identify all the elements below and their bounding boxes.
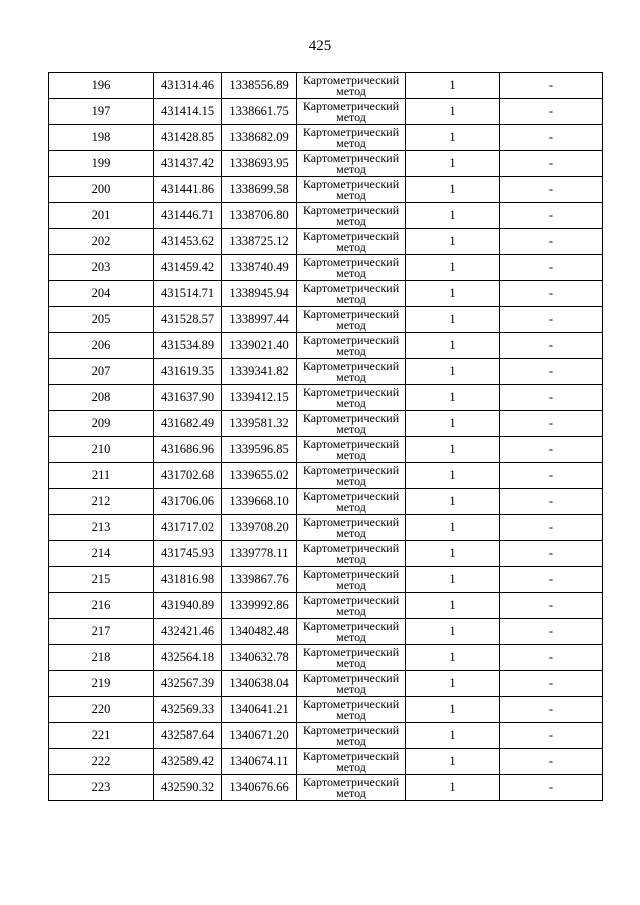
accuracy-cell: 1 [406, 411, 500, 437]
method-line-1: Картометрический [302, 176, 400, 191]
method-cell [297, 73, 406, 99]
y-coordinate-cell: 1339992.86 [222, 593, 297, 619]
method-line-1: Картометрический [302, 202, 400, 217]
accuracy-cell: 1 [406, 307, 500, 333]
accuracy-cell: 1 [406, 229, 500, 255]
method-line-1: Картометрический [302, 306, 400, 321]
point-number-cell: 202 [49, 229, 154, 255]
y-coordinate-cell: 1338699.58 [222, 177, 297, 203]
point-number-cell: 221 [49, 723, 154, 749]
point-number-cell: 211 [49, 463, 154, 489]
method-cell [297, 229, 406, 255]
x-coordinate-cell: 432587.64 [154, 723, 222, 749]
table-row [49, 307, 603, 333]
note-cell: - [500, 671, 603, 697]
y-coordinate-cell: 1338945.94 [222, 281, 297, 307]
method-line-2: метод [336, 499, 366, 514]
method-line-1: Картометрический [302, 436, 400, 451]
x-coordinate-cell: 431706.06 [154, 489, 222, 515]
y-coordinate-cell: 1340641.21 [222, 697, 297, 723]
note-cell: - [500, 697, 603, 723]
method-cell [297, 619, 406, 645]
note-cell: - [500, 515, 603, 541]
table-row [49, 203, 603, 229]
x-coordinate-cell: 431528.57 [154, 307, 222, 333]
x-coordinate-cell: 431414.15 [154, 99, 222, 125]
table-row [49, 567, 603, 593]
table-row [49, 99, 603, 125]
method-cell [297, 255, 406, 281]
method-cell [297, 125, 406, 151]
note-cell: - [500, 281, 603, 307]
method-line-2: метод [336, 785, 366, 800]
table-row [49, 541, 603, 567]
y-coordinate-cell: 1339867.76 [222, 567, 297, 593]
point-number-cell: 204 [49, 281, 154, 307]
method-line-2: метод [336, 343, 366, 358]
y-coordinate-cell: 1338997.44 [222, 307, 297, 333]
table-row [49, 229, 603, 255]
x-coordinate-cell: 431514.71 [154, 281, 222, 307]
method-cell [297, 645, 406, 671]
method-cell [297, 281, 406, 307]
x-coordinate-cell: 431446.71 [154, 203, 222, 229]
point-number-cell: 217 [49, 619, 154, 645]
y-coordinate-cell: 1339655.02 [222, 463, 297, 489]
table-row [49, 255, 603, 281]
y-coordinate-cell: 1340674.11 [222, 749, 297, 775]
method-line-1: Картометрический [302, 150, 400, 165]
method-line-2: метод [336, 551, 366, 566]
method-line-2: метод [336, 421, 366, 436]
y-coordinate-cell: 1339021.40 [222, 333, 297, 359]
method-cell [297, 541, 406, 567]
table-row [49, 359, 603, 385]
point-number-cell: 199 [49, 151, 154, 177]
x-coordinate-cell: 431686.96 [154, 437, 222, 463]
method-line-1: Картометрический [302, 488, 400, 503]
method-line-1: Картометрический [302, 410, 400, 425]
point-number-cell: 213 [49, 515, 154, 541]
accuracy-cell: 1 [406, 489, 500, 515]
y-coordinate-cell: 1338740.49 [222, 255, 297, 281]
point-number-cell: 196 [49, 73, 154, 99]
point-number-cell: 198 [49, 125, 154, 151]
note-cell: - [500, 541, 603, 567]
method-line-2: метод [336, 213, 366, 228]
note-cell: - [500, 359, 603, 385]
x-coordinate-cell: 432421.46 [154, 619, 222, 645]
method-line-1: Картометрический [302, 332, 400, 347]
point-number-cell: 205 [49, 307, 154, 333]
method-cell [297, 333, 406, 359]
note-cell: - [500, 567, 603, 593]
x-coordinate-cell: 431459.42 [154, 255, 222, 281]
accuracy-cell: 1 [406, 333, 500, 359]
point-number-cell: 209 [49, 411, 154, 437]
method-line-1: Картометрический [302, 462, 400, 477]
point-number-cell: 206 [49, 333, 154, 359]
x-coordinate-cell: 431314.46 [154, 73, 222, 99]
note-cell: - [500, 73, 603, 99]
method-line-2: метод [336, 291, 366, 306]
note-cell: - [500, 307, 603, 333]
x-coordinate-cell: 431428.85 [154, 125, 222, 151]
point-number-cell: 223 [49, 775, 154, 801]
point-number-cell: 212 [49, 489, 154, 515]
note-cell: - [500, 411, 603, 437]
y-coordinate-cell: 1338693.95 [222, 151, 297, 177]
point-number-cell: 218 [49, 645, 154, 671]
note-cell: - [500, 775, 603, 801]
table-row [49, 489, 603, 515]
accuracy-cell: 1 [406, 775, 500, 801]
method-line-2: метод [336, 525, 366, 540]
point-number-cell: 197 [49, 99, 154, 125]
y-coordinate-cell: 1339596.85 [222, 437, 297, 463]
note-cell: - [500, 255, 603, 281]
note-cell: - [500, 489, 603, 515]
method-line-1: Картометрический [302, 228, 400, 243]
method-cell [297, 775, 406, 801]
accuracy-cell: 1 [406, 73, 500, 99]
note-cell: - [500, 385, 603, 411]
method-cell [297, 411, 406, 437]
point-number-cell: 203 [49, 255, 154, 281]
method-line-2: метод [336, 733, 366, 748]
point-number-cell: 216 [49, 593, 154, 619]
accuracy-cell: 1 [406, 281, 500, 307]
method-cell [297, 177, 406, 203]
method-line-1: Картометрический [302, 644, 400, 659]
note-cell: - [500, 99, 603, 125]
table-row [49, 177, 603, 203]
method-line-1: Картометрический [302, 384, 400, 399]
x-coordinate-cell: 431441.86 [154, 177, 222, 203]
accuracy-cell: 1 [406, 645, 500, 671]
method-cell [297, 437, 406, 463]
method-line-1: Картометрический [302, 670, 400, 685]
point-number-cell: 220 [49, 697, 154, 723]
method-line-2: метод [336, 603, 366, 618]
y-coordinate-cell: 1338661.75 [222, 99, 297, 125]
method-line-2: метод [336, 109, 366, 124]
table-row [49, 437, 603, 463]
y-coordinate-cell: 1339412.15 [222, 385, 297, 411]
method-cell [297, 697, 406, 723]
method-cell [297, 307, 406, 333]
method-line-2: метод [336, 707, 366, 722]
method-cell [297, 99, 406, 125]
x-coordinate-cell: 431717.02 [154, 515, 222, 541]
method-line-2: метод [336, 265, 366, 280]
note-cell: - [500, 645, 603, 671]
accuracy-cell: 1 [406, 99, 500, 125]
accuracy-cell: 1 [406, 749, 500, 775]
coordinates-table-body [49, 73, 603, 801]
page-number: 425 [308, 38, 332, 54]
point-number-cell: 210 [49, 437, 154, 463]
table-row [49, 73, 603, 99]
method-line-1: Картометрический [302, 98, 400, 113]
accuracy-cell: 1 [406, 541, 500, 567]
table-row [49, 281, 603, 307]
table-row [49, 593, 603, 619]
method-line-2: метод [336, 239, 366, 254]
x-coordinate-cell: 432590.32 [154, 775, 222, 801]
method-line-2: метод [336, 187, 366, 202]
note-cell: - [500, 125, 603, 151]
y-coordinate-cell: 1339668.10 [222, 489, 297, 515]
note-cell: - [500, 619, 603, 645]
point-number-cell: 219 [49, 671, 154, 697]
coordinates-table [48, 72, 603, 801]
table-row [49, 333, 603, 359]
y-coordinate-cell: 1340671.20 [222, 723, 297, 749]
method-cell [297, 671, 406, 697]
point-number-cell: 208 [49, 385, 154, 411]
y-coordinate-cell: 1340482.48 [222, 619, 297, 645]
method-line-2: метод [336, 135, 366, 150]
accuracy-cell: 1 [406, 671, 500, 697]
accuracy-cell: 1 [406, 515, 500, 541]
x-coordinate-cell: 431682.49 [154, 411, 222, 437]
y-coordinate-cell: 1339341.82 [222, 359, 297, 385]
y-coordinate-cell: 1340632.78 [222, 645, 297, 671]
table-row [49, 463, 603, 489]
point-number-cell: 207 [49, 359, 154, 385]
point-number-cell: 215 [49, 567, 154, 593]
point-number-cell: 201 [49, 203, 154, 229]
table-row [49, 671, 603, 697]
accuracy-cell: 1 [406, 567, 500, 593]
x-coordinate-cell: 432567.39 [154, 671, 222, 697]
y-coordinate-cell: 1338556.89 [222, 73, 297, 99]
x-coordinate-cell: 432589.42 [154, 749, 222, 775]
y-coordinate-cell: 1340638.04 [222, 671, 297, 697]
point-number-cell: 214 [49, 541, 154, 567]
x-coordinate-cell: 431940.89 [154, 593, 222, 619]
note-cell: - [500, 177, 603, 203]
accuracy-cell: 1 [406, 723, 500, 749]
y-coordinate-cell: 1339581.32 [222, 411, 297, 437]
x-coordinate-cell: 432569.33 [154, 697, 222, 723]
table-row [49, 385, 603, 411]
table-row [49, 775, 603, 801]
note-cell: - [500, 463, 603, 489]
note-cell: - [500, 203, 603, 229]
method-cell [297, 593, 406, 619]
note-cell: - [500, 723, 603, 749]
method-cell [297, 359, 406, 385]
method-line-1: Картометрический [302, 592, 400, 607]
method-line-2: метод [336, 655, 366, 670]
method-cell [297, 151, 406, 177]
method-cell [297, 749, 406, 775]
method-line-1: Картометрический [302, 748, 400, 763]
y-coordinate-cell: 1338706.80 [222, 203, 297, 229]
accuracy-cell: 1 [406, 697, 500, 723]
note-cell: - [500, 333, 603, 359]
note-cell: - [500, 593, 603, 619]
x-coordinate-cell: 431745.93 [154, 541, 222, 567]
method-line-1: Картометрический [302, 514, 400, 529]
method-line-2: метод [336, 395, 366, 410]
note-cell: - [500, 229, 603, 255]
point-number-cell: 200 [49, 177, 154, 203]
method-line-1: Картометрический [302, 280, 400, 295]
y-coordinate-cell: 1338682.09 [222, 125, 297, 151]
accuracy-cell: 1 [406, 385, 500, 411]
accuracy-cell: 1 [406, 593, 500, 619]
method-cell [297, 723, 406, 749]
x-coordinate-cell: 431637.90 [154, 385, 222, 411]
accuracy-cell: 1 [406, 177, 500, 203]
accuracy-cell: 1 [406, 203, 500, 229]
method-cell [297, 567, 406, 593]
method-cell [297, 463, 406, 489]
y-coordinate-cell: 1339778.11 [222, 541, 297, 567]
accuracy-cell: 1 [406, 359, 500, 385]
method-line-2: метод [336, 83, 366, 98]
method-line-1: Картометрический [302, 774, 400, 789]
method-line-2: метод [336, 447, 366, 462]
method-line-1: Картометрический [302, 540, 400, 555]
method-cell [297, 203, 406, 229]
table-row [49, 411, 603, 437]
method-line-2: метод [336, 161, 366, 176]
x-coordinate-cell: 431534.89 [154, 333, 222, 359]
method-line-2: метод [336, 317, 366, 332]
y-coordinate-cell: 1339708.20 [222, 515, 297, 541]
x-coordinate-cell: 432564.18 [154, 645, 222, 671]
method-line-1: Картометрический [302, 722, 400, 737]
accuracy-cell: 1 [406, 437, 500, 463]
method-line-2: метод [336, 369, 366, 384]
x-coordinate-cell: 431619.35 [154, 359, 222, 385]
table-row [49, 645, 603, 671]
table-row [49, 697, 603, 723]
accuracy-cell: 1 [406, 619, 500, 645]
method-line-2: метод [336, 577, 366, 592]
table-row [49, 619, 603, 645]
method-line-1: Картометрический [302, 254, 400, 269]
x-coordinate-cell: 431816.98 [154, 567, 222, 593]
method-line-2: метод [336, 629, 366, 644]
accuracy-cell: 1 [406, 151, 500, 177]
note-cell: - [500, 151, 603, 177]
method-cell [297, 489, 406, 515]
table-row [49, 749, 603, 775]
method-line-1: Картометрический [302, 72, 400, 87]
x-coordinate-cell: 431702.68 [154, 463, 222, 489]
accuracy-cell: 1 [406, 463, 500, 489]
method-cell [297, 515, 406, 541]
y-coordinate-cell: 1338725.12 [222, 229, 297, 255]
method-line-1: Картометрический [302, 358, 400, 373]
x-coordinate-cell: 431437.42 [154, 151, 222, 177]
y-coordinate-cell: 1340676.66 [222, 775, 297, 801]
method-line-2: метод [336, 681, 366, 696]
point-number-cell: 222 [49, 749, 154, 775]
accuracy-cell: 1 [406, 125, 500, 151]
x-coordinate-cell: 431453.62 [154, 229, 222, 255]
note-cell: - [500, 749, 603, 775]
method-line-1: Картометрический [302, 696, 400, 711]
note-cell: - [500, 437, 603, 463]
table-row [49, 125, 603, 151]
method-line-1: Картометрический [302, 124, 400, 139]
method-cell [297, 385, 406, 411]
table-row [49, 151, 603, 177]
method-line-1: Картометрический [302, 618, 400, 633]
method-line-1: Картометрический [302, 566, 400, 581]
table-row [49, 515, 603, 541]
accuracy-cell: 1 [406, 255, 500, 281]
method-line-2: метод [336, 759, 366, 774]
table-row [49, 723, 603, 749]
method-line-2: метод [336, 473, 366, 488]
